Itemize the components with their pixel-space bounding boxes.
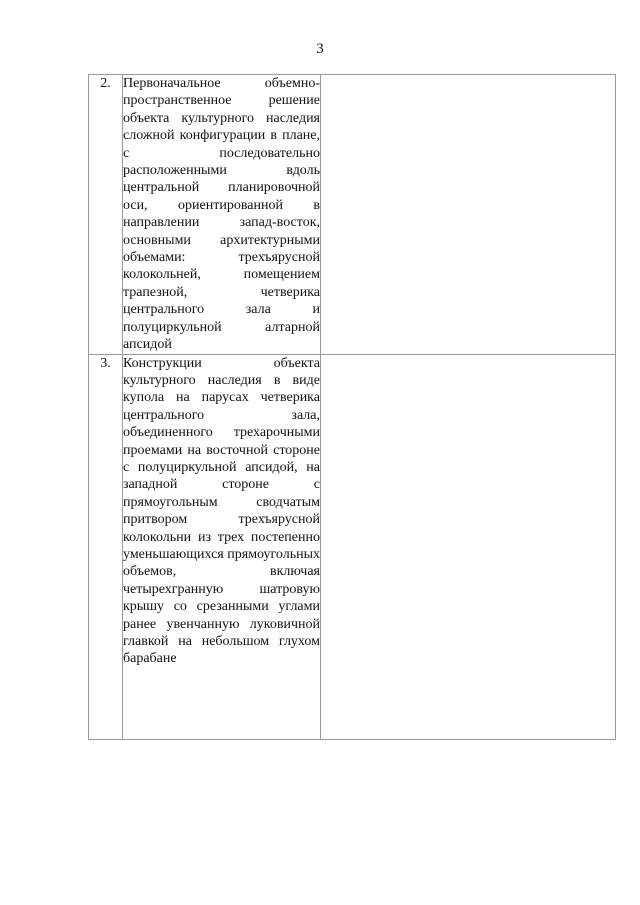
objects-table [88,74,616,740]
row-notes-cell [321,75,616,355]
table-row [89,354,616,739]
row-notes-cell [321,354,616,739]
row-description-cell: Конструкции объекта культурного наследия в виде купола на парусах четверика центрального зала, объединенного трехарочными проемами на восточной стороне с полуциркульной апсидой, на западной стороне с прямоугольным сводчатым притвором трехъярусной колокольни из трех постепенно уменьшающихся прямоугольных объемов, включая четырехгранную шатровую крышу со срезанными углами ранее увенчанную луковичной главкой на небольшом глухом барабане [123,354,321,739]
row-description-cell: Первоначальное объемно-пространственное решение объекта культурного наследия сложной конфигурации в плане, с последовательно расположенными вдоль центральной планировочной оси, ориентированной в направлении запад-восток, основными архитектурными объемами: трехъярусной колокольней, помещением трапезной, четверика центрального зала и полуциркульной алтарной апсидой [123,76,320,353]
row-number-cell: 2. [89,75,123,355]
table-row [89,75,616,355]
row-number-cell: 3. [89,354,123,739]
page-number: 3 [316,41,324,57]
